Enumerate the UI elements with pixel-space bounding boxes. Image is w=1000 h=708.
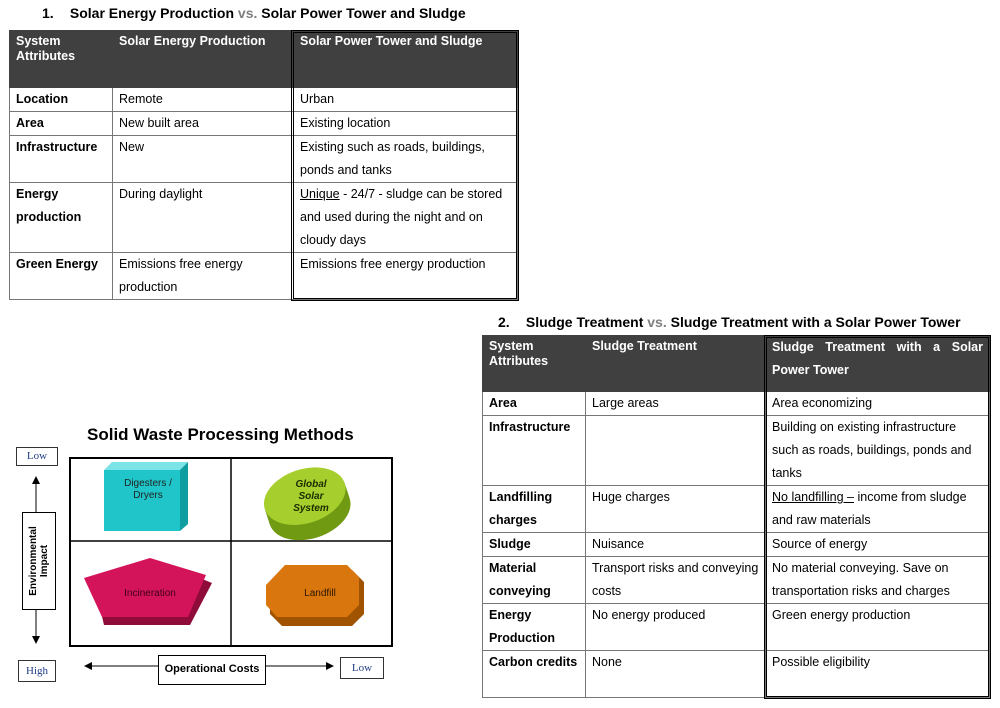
value-cell: During daylight [113,183,294,253]
value-text: income from sludge and raw materials [772,490,967,527]
header-system-attributes: System Attributes [10,31,113,88]
attribute-cell: Landfilling charges [483,486,586,533]
global-solar-label: Global Solar System [293,479,329,514]
value-cell: Nuisance [586,533,766,557]
attribute-cell: Infrastructure [10,136,113,183]
value-cell: Possible eligibility [766,651,990,698]
value-cell: Urban [294,88,518,112]
digesters-label: Digesters / Dryers [124,478,172,501]
section1-vs: vs. [237,5,258,21]
cost-low-label: Low [340,657,384,679]
section2-vs: vs. [647,314,667,330]
value-cell: Transport risks and conveying costs [586,557,766,604]
attribute-cell: Location [10,88,113,112]
cost-axis-label: Operational Costs [158,655,266,685]
incineration-label: Incineration [124,588,176,599]
underlined-text: No landfilling – [772,490,854,504]
header-sludge-treatment: Sludge Treatment [586,336,766,392]
value-cell: None [586,651,766,698]
value-cell: Remote [113,88,294,112]
attribute-cell: Energy Production [483,604,586,651]
value-cell: New built area [113,112,294,136]
section1-title-right: Solar Power Tower and Sludge [261,5,466,21]
header-solar-power-tower: Solar Power Tower and Sludge [294,31,518,88]
value-cell: No energy produced [586,604,766,651]
value-cell: Large areas [586,392,766,416]
value-text: - 24/7 - sludge can be stored and used during the night and on cloudy days [300,187,503,247]
header-system-attributes: System Attributes [483,336,586,392]
section2-title-right: Sludge Treatment with a Solar Power Tower [670,314,961,330]
landfill-label: Landfill [304,588,336,599]
header-sludge-treatment-solar-tower: Sludge Treatment with a Solar Power Tower [766,336,990,392]
value-cell: Emissions free energy production [294,253,518,300]
value-cell: Area economizing [766,392,990,416]
value-cell: Emissions free energy production [113,253,294,300]
value-cell: No material conveying. Save on transportation risks and charges [766,557,990,604]
section2-title-left: Sludge Treatment [525,314,644,330]
section2-number: 2. [498,314,510,330]
attribute-cell: Area [10,112,113,136]
attribute-cell: Area [483,392,586,416]
value-cell: Existing location [294,112,518,136]
value-cell: Existing such as roads, buildings, ponds and tanks [294,136,518,183]
attribute-cell: Material conveying [483,557,586,604]
env-axis-label: Environmental Impact [28,526,50,596]
section1-title-left: Solar Energy Production [69,5,235,21]
attribute-cell: Carbon credits [483,651,586,698]
diagram-title: Solid Waste Processing Methods [87,425,354,444]
attribute-cell: Green Energy [10,253,113,300]
section1-number: 1. [42,5,54,21]
value-cell: Green energy production [766,604,990,651]
underlined-text: Unique [300,187,340,201]
env-low-label: Low [16,447,58,466]
value-cell: New [113,136,294,183]
attribute-cell: Infrastructure [483,416,586,486]
attribute-cell: Energy production [10,183,113,253]
header-solar-energy-production: Solar Energy Production [113,31,294,88]
value-cell: Huge charges [586,486,766,533]
attribute-cell: Sludge [483,533,586,557]
value-cell: Source of energy [766,533,990,557]
value-cell: Building on existing infrastructure such as roads, buildings, ponds and tanks [766,416,990,486]
env-high-label: High [18,660,56,682]
